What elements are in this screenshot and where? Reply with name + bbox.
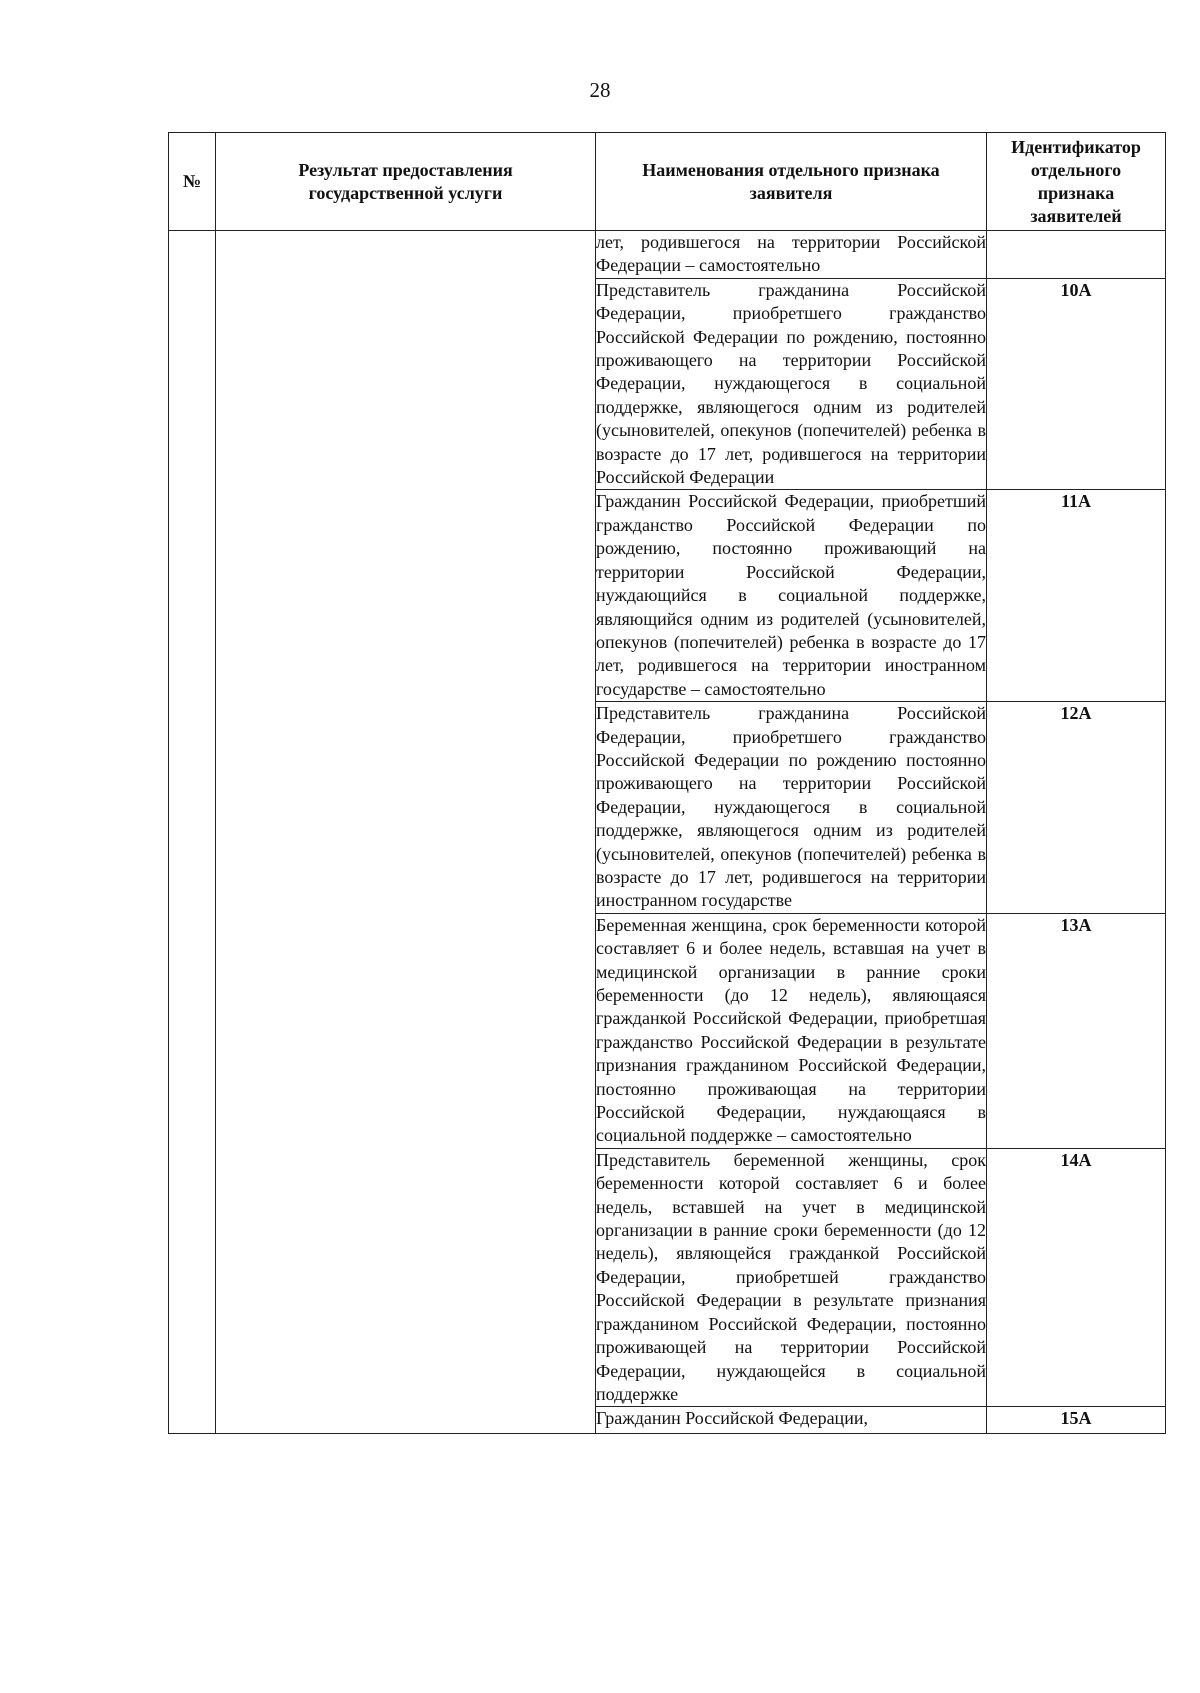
feature-id-cell: 14А [987,1148,1166,1406]
feature-name-cell: Представитель гражданина Российской Федерации, приобретшего гражданство Российской Федерации по рождению, постоянно проживающего на территории Российской Федерации, нуждающегося в социальной поддержке, являющегося одним из родителей (усыновителей, опекунов (попечителей) ребенка в возрасте до 17 лет, родившегося на территории Российской Федерации [596,278,987,490]
feature-id-cell: 15А [987,1407,1166,1434]
result-cell [216,231,596,1434]
feature-name-cell: Беременная женщина, срок беременности которой составляет 6 и более недель, вставшая на учет в медицинской организации в ранние сроки беременности (до 12 недель), являющаяся гражданкой Российской Федерации, приобретшая гражданство Российской Федерации в результате признания гражданином Российской Федерации, постоянно проживающая на территории Российской Федерации, нуждающаяся в социальной поддержке – самостоятельно [596,913,987,1148]
feature-id-cell: 11А [987,490,1166,702]
header-name: Наименования отдельного признака заявителя [596,133,987,231]
feature-name-cell: Представитель гражданина Российской Федерации, приобретшего гражданство Российской Федерации по рождению постоянно проживающего на территории Российской Федерации, нуждающегося в социальной поддержке, являющегося одним из родителей (усыновителей, опекунов (попечителей) ребенка в возрасте до 17 лет, родившегося на территории иностранном государстве [596,702,987,914]
page-number: 28 [589,78,611,102]
num-cell [169,231,216,1434]
feature-id-cell [987,231,1166,279]
table-row [169,231,1166,279]
feature-name-cell: лет, родившегося на территории Российской Федерации – самостоятельно [596,231,987,279]
feature-name-cell: Представитель беременной женщины, срок беременности которой составляет 6 и более недель, вставшей на учет в медицинской организации в ранние сроки беременности (до 12 недель), являющейся гражданкой Российской Федерации, приобретшей гражданство Российской Федерации в результате признания гражданином Российской Федерации, постоянно проживающей на территории Российской Федерации, нуждающейся в социальной поддержке [596,1148,987,1406]
feature-id-cell: 13А [987,913,1166,1148]
feature-name-cell: Гражданин Российской Федерации, приобретший гражданство Российской Федерации по рождению, постоянно проживающий на территории Российской Федерации, нуждающийся в социальной поддержке, являющийся одним из родителей (усыновителей, опекунов (попечителей) ребенка в возрасте до 17 лет, родившегося на территории иностранном государстве – самостоятельно [596,490,987,702]
applicant-features-table [168,132,1166,1434]
table-header-row [169,133,1166,231]
header-num: № [169,133,216,231]
header-identifier: Идентификатор отдельного признака заявителей [987,133,1166,231]
feature-id-cell: 12А [987,702,1166,914]
header-result: Результат предоставления государственной услуги [216,133,596,231]
feature-name-cell: Гражданин Российской Федерации, [596,1407,987,1434]
feature-id-cell: 10А [987,278,1166,490]
